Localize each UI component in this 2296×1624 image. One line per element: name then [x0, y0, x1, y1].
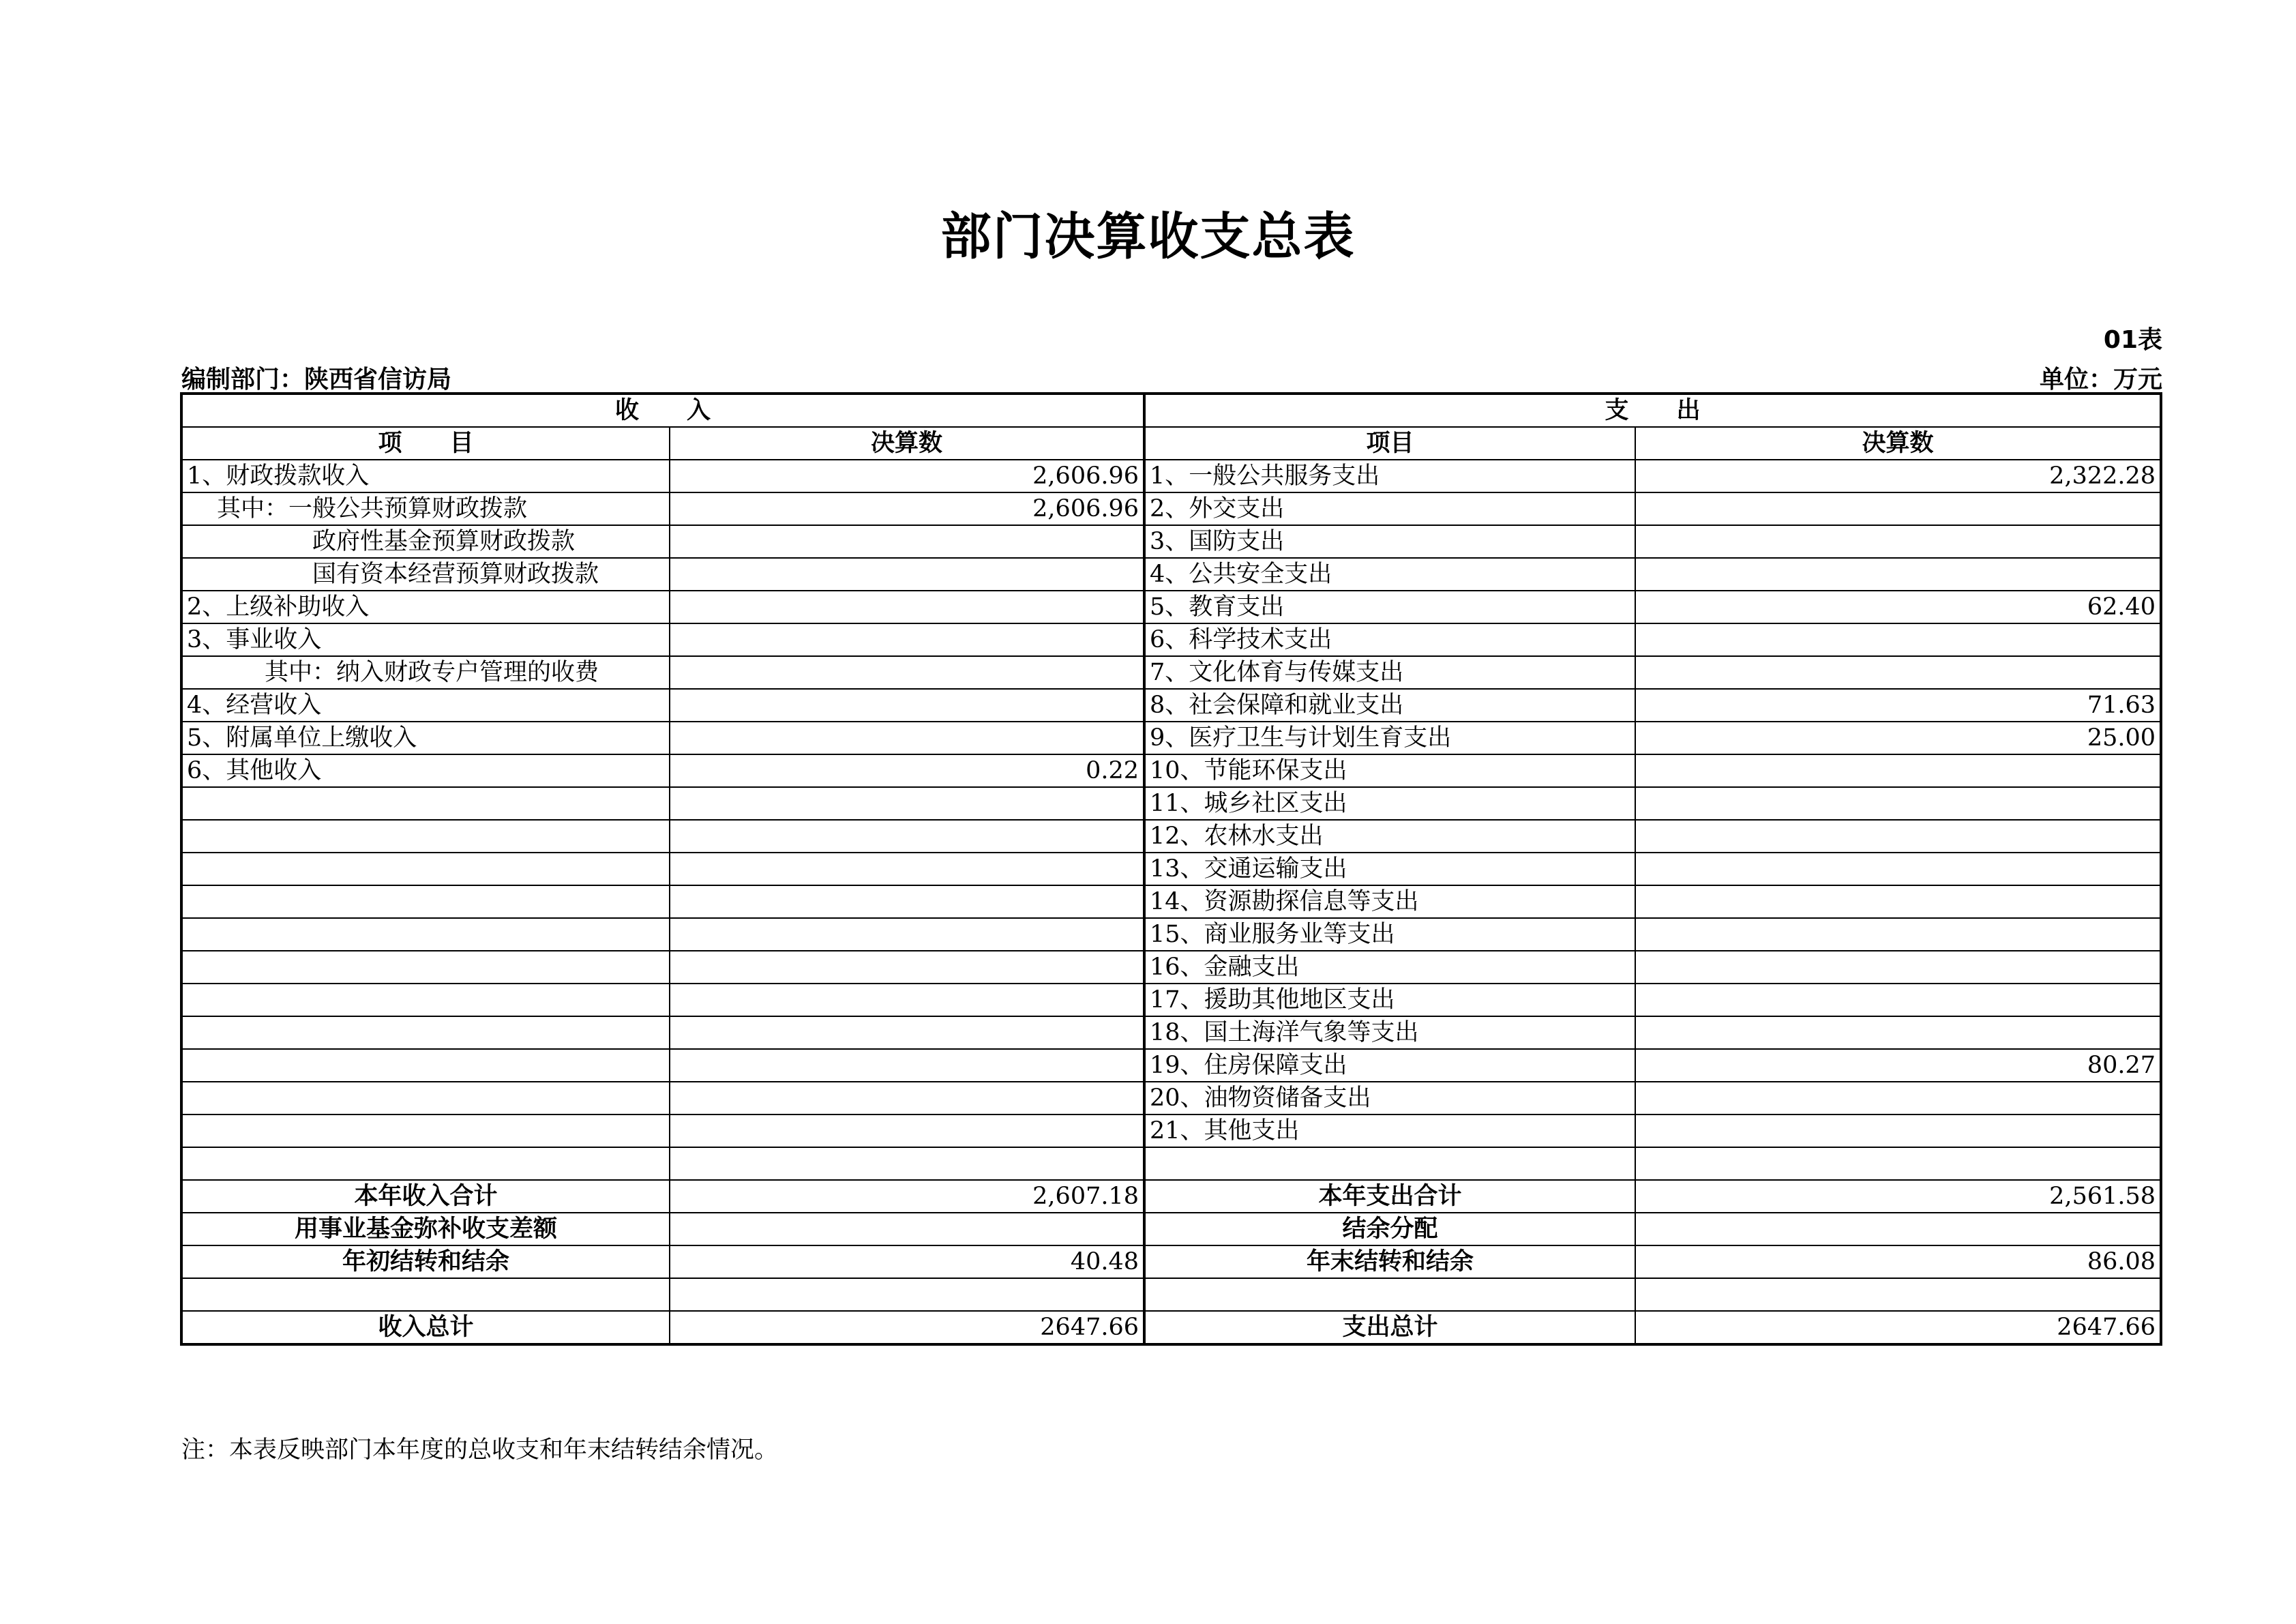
income-section-header: 收 入	[181, 394, 1144, 427]
expense-item: 11、城乡社区支出	[1144, 787, 1635, 820]
expense-item: 2、外交支出	[1144, 492, 1635, 525]
expense-amount	[1635, 1147, 2161, 1180]
expense-section-header: 支 出	[1144, 394, 2161, 427]
income-amount	[670, 1016, 1144, 1049]
expense-item: 21、其他支出	[1144, 1114, 1635, 1147]
income-amount	[670, 722, 1144, 754]
expense-item: 17、援助其他地区支出	[1144, 984, 1635, 1016]
summary-expense-amount	[1635, 1278, 2161, 1311]
expense-amount	[1635, 820, 2161, 853]
table-row	[181, 525, 2161, 558]
expense-item: 6、科学技术支出	[1144, 623, 1635, 656]
expense-amount	[1635, 623, 2161, 656]
income-item	[181, 853, 670, 885]
income-amount	[670, 558, 1144, 591]
income-amount	[670, 1147, 1144, 1180]
income-item: 2、上级补助收入	[181, 591, 670, 623]
income-item	[181, 1049, 670, 1082]
income-item	[181, 1082, 670, 1114]
income-item: 国有资本经营预算财政拨款	[181, 558, 670, 591]
income-amount	[670, 951, 1144, 984]
expense-item: 1、一般公共服务支出	[1144, 460, 1635, 492]
income-item	[181, 1016, 670, 1049]
income-item: 4、经营收入	[181, 689, 670, 722]
summary-income-amount	[670, 1213, 1144, 1245]
expense-amount	[1635, 1114, 2161, 1147]
form-number: 01表	[2103, 326, 2162, 354]
table-row	[181, 787, 2161, 820]
expense-item: 18、国土海洋气象等支出	[1144, 1016, 1635, 1049]
table-row	[181, 1082, 2161, 1114]
table-row	[181, 1114, 2161, 1147]
summary-expense-amount	[1635, 1213, 2161, 1245]
expense-item: 4、公共安全支出	[1144, 558, 1635, 591]
income-amount	[670, 689, 1144, 722]
table-row	[181, 623, 2161, 656]
summary-income-amount	[670, 1278, 1144, 1311]
income-item	[181, 918, 670, 951]
income-amount	[670, 918, 1144, 951]
income-amount	[670, 623, 1144, 656]
table-row	[181, 820, 2161, 853]
income-item	[181, 1114, 670, 1147]
summary-row	[181, 1245, 2161, 1278]
income-item	[181, 951, 670, 984]
expense-amount	[1635, 754, 2161, 787]
expense-item	[1144, 1147, 1635, 1180]
summary-income-label: 年初结转和结余	[181, 1245, 670, 1278]
income-amount	[670, 591, 1144, 623]
expense-item: 5、教育支出	[1144, 591, 1635, 623]
summary-expense-label: 年末结转和结余	[1144, 1245, 1635, 1278]
expense-amount	[1635, 918, 2161, 951]
summary-income-amount: 40.48	[670, 1245, 1144, 1278]
table-row	[181, 853, 2161, 885]
expense-item: 12、农林水支出	[1144, 820, 1635, 853]
expense-item: 7、文化体育与传媒支出	[1144, 656, 1635, 689]
income-item-header: 项 目	[181, 427, 670, 460]
expense-item: 19、住房保障支出	[1144, 1049, 1635, 1082]
summary-income-label: 本年收入合计	[181, 1180, 670, 1213]
income-amount	[670, 984, 1144, 1016]
income-item: 其中：一般公共预算财政拨款	[181, 492, 670, 525]
summary-expense-label: 支出总计	[1144, 1311, 1635, 1344]
expense-amount	[1635, 656, 2161, 689]
expense-item-header: 项目	[1144, 427, 1635, 460]
summary-expense-amount: 2647.66	[1635, 1311, 2161, 1344]
table-row	[181, 951, 2161, 984]
table-row	[181, 460, 2161, 492]
table-row	[181, 492, 2161, 525]
expense-amount: 62.40	[1635, 591, 2161, 623]
org-label: 编制部门：陕西省信访局	[181, 366, 452, 394]
table-row	[181, 885, 2161, 918]
summary-row	[181, 1213, 2161, 1245]
expense-item: 20、油物资储备支出	[1144, 1082, 1635, 1114]
summary-income-amount: 2,607.18	[670, 1180, 1144, 1213]
table-row	[181, 918, 2161, 951]
expense-amount: 25.00	[1635, 722, 2161, 754]
income-item: 1、财政拨款收入	[181, 460, 670, 492]
income-amount	[670, 1114, 1144, 1147]
expense-amount	[1635, 885, 2161, 918]
income-item	[181, 1147, 670, 1180]
income-item: 其中：纳入财政专户管理的收费	[181, 656, 670, 689]
table-row	[181, 984, 2161, 1016]
summary-row	[181, 1278, 2161, 1311]
expense-amount	[1635, 984, 2161, 1016]
table-row	[181, 1049, 2161, 1082]
expense-amount	[1635, 951, 2161, 984]
table-row	[181, 722, 2161, 754]
table-row	[181, 558, 2161, 591]
income-amount	[670, 656, 1144, 689]
expense-item: 14、资源勘探信息等支出	[1144, 885, 1635, 918]
income-item	[181, 787, 670, 820]
expense-amount	[1635, 1082, 2161, 1114]
income-item: 政府性基金预算财政拨款	[181, 525, 670, 558]
expense-amount	[1635, 525, 2161, 558]
expense-amount	[1635, 1016, 2161, 1049]
section-header-row	[181, 394, 2161, 427]
income-amount-header: 决算数	[670, 427, 1144, 460]
expense-amount	[1635, 853, 2161, 885]
table-row	[181, 591, 2161, 623]
page-title: 部门决算收支总表	[940, 207, 1356, 266]
footnote: 注：本表反映部门本年度的总收支和年末结转结余情况。	[181, 1436, 779, 1464]
summary-expense-amount: 2,561.58	[1635, 1180, 2161, 1213]
expense-amount: 80.27	[1635, 1049, 2161, 1082]
table-row	[181, 656, 2161, 689]
expense-item: 13、交通运输支出	[1144, 853, 1635, 885]
income-amount	[670, 820, 1144, 853]
income-amount: 0.22	[670, 754, 1144, 787]
summary-row	[181, 1180, 2161, 1213]
summary-income-label: 用事业基金弥补收支差额	[181, 1213, 670, 1245]
summary-expense-label: 本年支出合计	[1144, 1180, 1635, 1213]
income-item: 6、其他收入	[181, 754, 670, 787]
summary-income-label: 收入总计	[181, 1311, 670, 1344]
expense-amount	[1635, 492, 2161, 525]
expense-item: 3、国防支出	[1144, 525, 1635, 558]
income-amount	[670, 885, 1144, 918]
table-body	[181, 394, 2161, 1344]
expense-item: 8、社会保障和就业支出	[1144, 689, 1635, 722]
summary-expense-label	[1144, 1278, 1635, 1311]
expense-amount: 2,322.28	[1635, 460, 2161, 492]
expense-item: 10、节能环保支出	[1144, 754, 1635, 787]
income-item	[181, 984, 670, 1016]
budget-table	[180, 392, 2162, 1346]
expense-amount-header: 决算数	[1635, 427, 2161, 460]
summary-income-label	[181, 1278, 670, 1311]
income-amount	[670, 853, 1144, 885]
unit-label: 单位：万元	[2039, 366, 2162, 394]
income-amount	[670, 1049, 1144, 1082]
income-amount: 2,606.96	[670, 492, 1144, 525]
income-amount	[670, 787, 1144, 820]
expense-item: 15、商业服务业等支出	[1144, 918, 1635, 951]
income-item: 3、事业收入	[181, 623, 670, 656]
column-header-row	[181, 427, 2161, 460]
summary-income-amount: 2647.66	[670, 1311, 1144, 1344]
income-item	[181, 885, 670, 918]
income-amount: 2,606.96	[670, 460, 1144, 492]
summary-expense-amount: 86.08	[1635, 1245, 2161, 1278]
table-row	[181, 1016, 2161, 1049]
summary-row	[181, 1311, 2161, 1344]
table-row	[181, 754, 2161, 787]
expense-item: 9、医疗卫生与计划生育支出	[1144, 722, 1635, 754]
table-row	[181, 1147, 2161, 1180]
table-row	[181, 689, 2161, 722]
expense-amount	[1635, 558, 2161, 591]
summary-expense-label: 结余分配	[1144, 1213, 1635, 1245]
income-item: 5、附属单位上缴收入	[181, 722, 670, 754]
income-amount	[670, 1082, 1144, 1114]
expense-item: 16、金融支出	[1144, 951, 1635, 984]
expense-amount	[1635, 787, 2161, 820]
expense-amount: 71.63	[1635, 689, 2161, 722]
income-amount	[670, 525, 1144, 558]
income-item	[181, 820, 670, 853]
